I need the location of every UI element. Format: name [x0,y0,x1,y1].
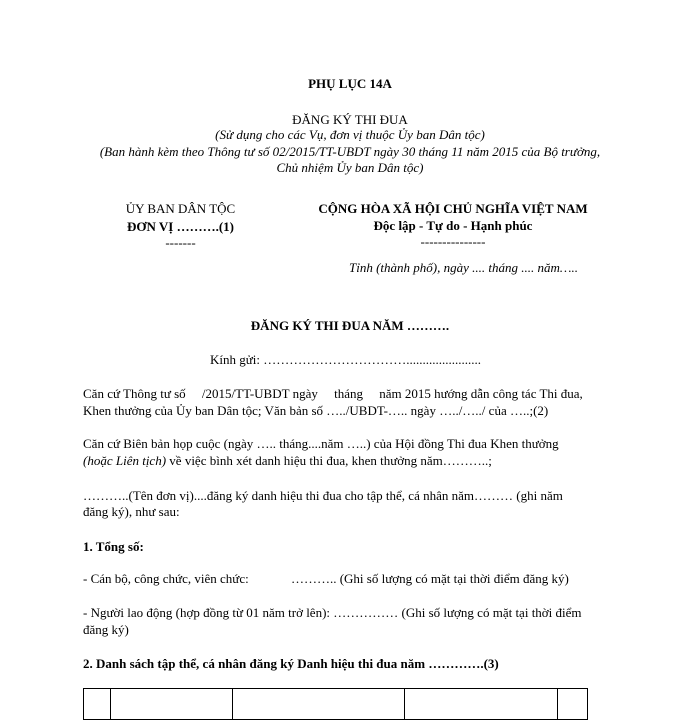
table-cell [84,689,111,720]
form-title: ĐĂNG KÝ THI ĐUA [292,112,408,127]
register-line-1: ………..(Tên đơn vị)....đăng ký danh hiệu thi đua cho tập thể, cá nhân năm……… (ghi năm [83,488,563,503]
basis-1-line-1: Căn cứ Thông tư số /2015/TT-UBDT ngày tháng năm 2015 hướng dẫn công tác Thi đua, [83,386,583,401]
right-header-rule: --------------- [420,234,486,249]
appendix-title: PHỤ LỤC 14A [308,76,392,91]
basis-2-line-2 [83,453,492,469]
unit-name: ĐƠN VỊ ……….(1) [126,219,234,234]
nation-title: CỘNG HÒA XÃ HỘI CHỦ NGHĨA VIỆT NAM [318,201,588,216]
table-cell [558,689,588,720]
workers-count-line-2: đăng ký) [83,622,129,637]
basis-2-line-1: Căn cứ Biên bản họp cuộc (ngày ….. tháng....năm …..) của Hội đồng Thi đua Khen thưởng [83,436,559,451]
basis-1-line-2: Khen thưởng của Ủy ban Dân tộc; Văn bản số …../UBDT-….. ngày …../…../ của …..;(2) [83,403,549,418]
table-row [84,689,588,720]
table-cell [111,689,232,720]
recipient-line: Kính gửi: ……………………………....................... [210,352,482,367]
place-date: Tỉnh (thành phố), ngày .... tháng .... năm….. [349,260,578,275]
table-cell [232,689,404,720]
nation-motto: Độc lập - Tự do - Hạnh phúc [373,218,533,233]
issued-line-2: Chủ nhiệm Ủy ban Dân tộc) [276,160,424,175]
usage-note: (Sử dụng cho các Vụ, đơn vị thuộc Ủy ban Dân tộc) [215,127,485,142]
register-line-2: đăng ký), như sau: [83,504,180,519]
joint-note: (hoặc Liên tịch) [83,453,167,468]
workers-count-line-1: - Người lao động (hợp đồng từ 01 năm trở lên): …………… (Ghi số lượng có mặt tại thời điểm [83,605,582,620]
issued-line-1: (Ban hành kèm theo Thông tư số 02/2015/TT-UBDT ngày 30 tháng 11 năm 2015 của Bộ trưởng, [99,144,601,159]
section-1-heading: 1. Tổng số: [83,539,144,554]
agency-name: ỦY BAN DÂN TỘC [125,201,236,216]
section-2-heading: 2. Danh sách tập thể, cá nhân đăng ký Danh hiệu thi đua năm ………….(3) [83,656,499,671]
table-cell [404,689,558,720]
registration-table [83,688,588,720]
officials-count-line: - Cán bộ, công chức, viên chức: ……….. (Ghi số lượng có mặt tại thời điểm đăng ký) [83,571,569,586]
left-header-rule: ------- [165,235,196,250]
basis-2-rest: về việc bình xét danh hiệu thi đua, khen thưởng năm………..; [166,453,492,468]
document-heading: ĐĂNG KÝ THI ĐUA NĂM ………. [250,318,450,333]
